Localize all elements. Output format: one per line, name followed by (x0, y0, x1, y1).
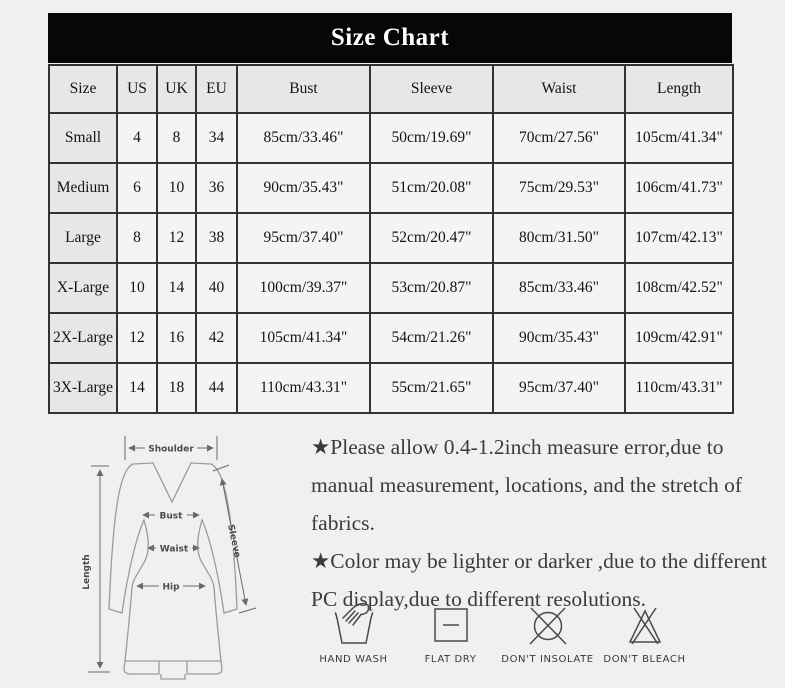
table-cell: 80cm/31.50" (493, 213, 625, 263)
table-row (49, 263, 733, 313)
dress-outline (109, 463, 237, 679)
table-cell: Medium (49, 163, 117, 213)
table-cell: 10 (117, 263, 157, 313)
sleeve-measure-arrow (213, 465, 256, 613)
table-cell: 85cm/33.46" (237, 113, 370, 163)
table-cell: 4 (117, 113, 157, 163)
sleeve-label: Sleeve (225, 523, 242, 559)
column-header: UK (157, 65, 196, 113)
column-header: US (117, 65, 157, 113)
waist-label: Waist (159, 544, 189, 555)
care-item-dont-bleach (596, 601, 693, 665)
size-table (48, 64, 734, 414)
table-cell: 42 (196, 313, 237, 363)
note-color-difference: ★Color may be lighter or darker ,due to the different PC display,due to different resolutions. (311, 549, 767, 611)
note-measure-error: ★Please allow 0.4-1.2inch measure error,due to manual measurement, locations, and the stretch of fabrics. (311, 435, 743, 535)
table-row (49, 363, 733, 413)
notes-section (311, 428, 777, 618)
table-cell: 105cm/41.34" (625, 113, 733, 163)
table-cell: 105cm/41.34" (237, 313, 370, 363)
table-row (49, 163, 733, 213)
table-cell: 85cm/33.46" (493, 263, 625, 313)
table-cell: 2X-Large (49, 313, 117, 363)
size-table-header-row (49, 65, 733, 113)
table-row (49, 113, 733, 163)
column-header: Sleeve (370, 65, 493, 113)
title-banner (48, 13, 732, 63)
table-cell: 14 (157, 263, 196, 313)
table-cell: 106cm/41.73" (625, 163, 733, 213)
table-cell: 12 (117, 313, 157, 363)
table-cell: 110cm/43.31" (625, 363, 733, 413)
table-cell: 55cm/21.65" (370, 363, 493, 413)
flat-dry-icon (427, 601, 475, 649)
table-cell: 8 (157, 113, 196, 163)
table-cell: 44 (196, 363, 237, 413)
hand-wash-icon (330, 601, 378, 649)
bust-measure-arrow (143, 508, 199, 522)
table-cell: 52cm/20.47" (370, 213, 493, 263)
dont-insolate-icon (524, 601, 572, 649)
shoulder-measure-arrow (125, 436, 217, 460)
table-cell: 109cm/42.91" (625, 313, 733, 363)
table-row (49, 313, 733, 363)
care-label: HAND WASH (319, 654, 388, 665)
table-cell: 95cm/37.40" (493, 363, 625, 413)
table-cell: 110cm/43.31" (237, 363, 370, 413)
table-cell: 107cm/42.13" (625, 213, 733, 263)
column-header: EU (196, 65, 237, 113)
table-cell: 75cm/29.53" (493, 163, 625, 213)
table-cell: 90cm/35.43" (237, 163, 370, 213)
table-cell: 53cm/20.87" (370, 263, 493, 313)
table-cell: 14 (117, 363, 157, 413)
table-cell: 108cm/42.52" (625, 263, 733, 313)
table-cell: 54cm/21.26" (370, 313, 493, 363)
table-cell: 90cm/35.43" (493, 313, 625, 363)
bust-label: Bust (159, 511, 183, 522)
table-cell: 36 (196, 163, 237, 213)
size-chart-section (48, 13, 732, 414)
dont-bleach-icon (621, 601, 669, 649)
table-cell: 8 (117, 213, 157, 263)
length-label: Length (82, 554, 92, 590)
length-measure-arrow (82, 466, 110, 672)
dress-measurement-diagram (75, 424, 315, 684)
table-cell: 40 (196, 263, 237, 313)
table-cell: 18 (157, 363, 196, 413)
table-cell: 50cm/19.69" (370, 113, 493, 163)
table-cell: 6 (117, 163, 157, 213)
table-cell: 95cm/37.40" (237, 213, 370, 263)
table-cell: Small (49, 113, 117, 163)
table-cell: 38 (196, 213, 237, 263)
column-header: Waist (493, 65, 625, 113)
column-header: Bust (237, 65, 370, 113)
care-label: FLAT DRY (424, 654, 477, 665)
care-label: DON'T INSOLATE (501, 654, 594, 665)
table-cell: 16 (157, 313, 196, 363)
care-item-flat-dry (402, 601, 499, 665)
care-instructions (305, 601, 693, 665)
column-header: Size (49, 65, 117, 113)
page-title: Size Chart (330, 24, 450, 51)
table-cell: 10 (157, 163, 196, 213)
dress-sketch-icon (75, 424, 315, 684)
column-header: Length (625, 65, 733, 113)
size-table-body (49, 113, 733, 413)
care-label: DON'T BLEACH (603, 654, 686, 665)
hip-label: Hip (162, 582, 180, 593)
table-cell: 100cm/39.37" (237, 263, 370, 313)
care-item-dont-insolate (499, 601, 596, 665)
table-cell: Large (49, 213, 117, 263)
table-cell: 70cm/27.56" (493, 113, 625, 163)
hip-measure-arrow (137, 579, 205, 593)
table-cell: 12 (157, 213, 196, 263)
table-cell: 34 (196, 113, 237, 163)
table-row (49, 213, 733, 263)
table-cell: 51cm/20.08" (370, 163, 493, 213)
waist-measure-arrow (148, 541, 199, 555)
care-item-hand-wash (305, 601, 402, 665)
table-cell: X-Large (49, 263, 117, 313)
shoulder-label: Shoulder (148, 444, 194, 455)
table-cell: 3X-Large (49, 363, 117, 413)
